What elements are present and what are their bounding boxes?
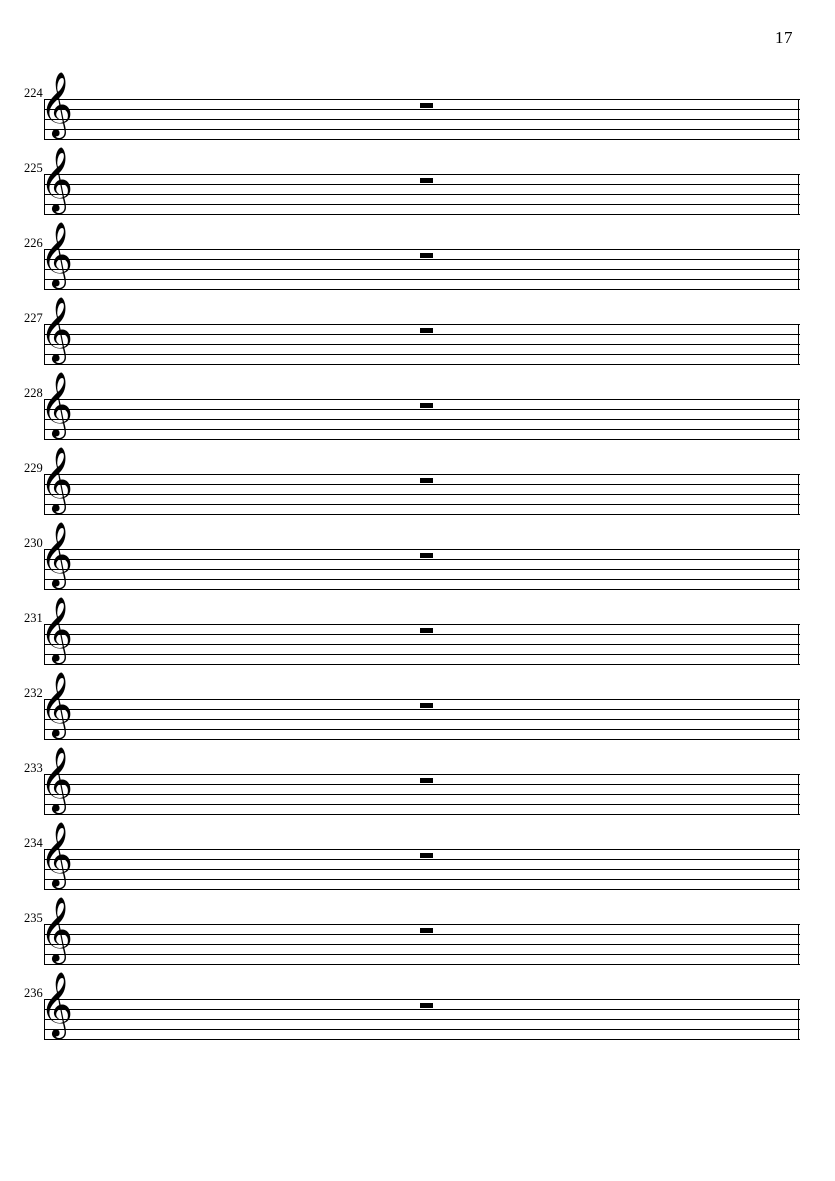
staff-system xyxy=(0,597,835,686)
staff-line xyxy=(44,289,800,290)
staff-line xyxy=(44,279,800,280)
staff-line xyxy=(44,429,800,430)
measure-number: 227 xyxy=(24,311,43,325)
staff-line xyxy=(44,504,800,505)
staff-line xyxy=(44,334,800,335)
staff-line xyxy=(44,559,800,560)
treble-clef-icon: 𝄞 xyxy=(40,447,74,512)
treble-clef-icon: 𝄞 xyxy=(40,672,74,737)
staff-system xyxy=(0,147,835,236)
staff-line xyxy=(44,774,800,775)
whole-rest-icon xyxy=(420,778,433,783)
staff-line xyxy=(44,99,800,100)
barline-end xyxy=(798,399,799,440)
staff-system xyxy=(0,972,835,1061)
staff-line xyxy=(44,514,800,515)
whole-rest-icon xyxy=(420,103,433,108)
staff-line xyxy=(44,1019,800,1020)
treble-clef-icon: 𝄞 xyxy=(40,822,74,887)
staff-line xyxy=(44,1039,800,1040)
whole-rest-icon xyxy=(420,403,433,408)
measure-number: 236 xyxy=(24,986,43,1000)
staff-line xyxy=(44,644,800,645)
staff-line xyxy=(44,439,800,440)
staff-line xyxy=(44,324,800,325)
staff-line xyxy=(44,999,800,1000)
barline-end xyxy=(798,699,799,740)
staff-line xyxy=(44,119,800,120)
staff-line xyxy=(44,719,800,720)
staff-line xyxy=(44,129,800,130)
staff-line xyxy=(44,889,800,890)
barline-end xyxy=(798,249,799,290)
barline-end xyxy=(798,999,799,1040)
treble-clef-icon: 𝄞 xyxy=(40,747,74,812)
staff-line xyxy=(44,174,800,175)
staff-line xyxy=(44,729,800,730)
staff-system xyxy=(0,822,835,911)
barline-end xyxy=(798,324,799,365)
measure-number: 225 xyxy=(24,161,43,175)
measure-number: 234 xyxy=(24,836,43,850)
staff-line xyxy=(44,109,800,110)
whole-rest-icon xyxy=(420,853,433,858)
measure-number: 232 xyxy=(24,686,43,700)
treble-clef-icon: 𝄞 xyxy=(40,597,74,662)
staff-system xyxy=(0,672,835,761)
staff-line xyxy=(44,944,800,945)
staff-line xyxy=(44,934,800,935)
staff-line xyxy=(44,634,800,635)
staff-line xyxy=(44,924,800,925)
staff-line xyxy=(44,664,800,665)
staff-line xyxy=(44,569,800,570)
staff-line xyxy=(44,814,800,815)
staff-line xyxy=(44,784,800,785)
staff-line xyxy=(44,474,800,475)
staff-system xyxy=(0,522,835,611)
staff-system xyxy=(0,72,835,161)
staff-system xyxy=(0,447,835,536)
staff-line xyxy=(44,1009,800,1010)
measure-number: 224 xyxy=(24,86,43,100)
staff-line xyxy=(44,549,800,550)
staff-line xyxy=(44,859,800,860)
treble-clef-icon: 𝄞 xyxy=(40,522,74,587)
whole-rest-icon xyxy=(420,928,433,933)
staff-line xyxy=(44,699,800,700)
barline-end xyxy=(798,774,799,815)
whole-rest-icon xyxy=(420,328,433,333)
staff-line xyxy=(44,964,800,965)
barline-end xyxy=(798,99,799,140)
staff-line xyxy=(44,879,800,880)
whole-rest-icon xyxy=(420,178,433,183)
barline-end xyxy=(798,174,799,215)
staff-line xyxy=(44,484,800,485)
staff-line xyxy=(44,804,800,805)
treble-clef-icon: 𝄞 xyxy=(40,372,74,437)
treble-clef-icon: 𝄞 xyxy=(40,972,74,1037)
staff-line xyxy=(44,399,800,400)
page-number: 17 xyxy=(775,28,793,47)
whole-rest-icon xyxy=(420,553,433,558)
measure-number: 233 xyxy=(24,761,43,775)
whole-rest-icon xyxy=(420,253,433,258)
staff-system xyxy=(0,222,835,311)
staff-system xyxy=(0,897,835,986)
staff-line xyxy=(44,709,800,710)
staff-line xyxy=(44,184,800,185)
staff-line xyxy=(44,869,800,870)
staff-line xyxy=(44,249,800,250)
staff-line xyxy=(44,589,800,590)
staff-line xyxy=(44,204,800,205)
treble-clef-icon: 𝄞 xyxy=(40,297,74,362)
treble-clef-icon: 𝄞 xyxy=(40,72,74,137)
staff-line xyxy=(44,194,800,195)
system-list xyxy=(0,72,835,1061)
staff-line xyxy=(44,354,800,355)
barline-end xyxy=(798,849,799,890)
measure-number: 228 xyxy=(24,386,43,400)
staff-line xyxy=(44,364,800,365)
staff-line xyxy=(44,494,800,495)
staff-line xyxy=(44,139,800,140)
treble-clef-icon: 𝄞 xyxy=(40,222,74,287)
staff-system xyxy=(0,297,835,386)
measure-number: 226 xyxy=(24,236,43,250)
staff-line xyxy=(44,1029,800,1030)
staff-line xyxy=(44,654,800,655)
measure-number: 235 xyxy=(24,911,43,925)
staff-line xyxy=(44,579,800,580)
treble-clef-icon: 𝄞 xyxy=(40,897,74,962)
treble-clef-icon: 𝄞 xyxy=(40,147,74,212)
staff-line xyxy=(44,794,800,795)
staff-line xyxy=(44,419,800,420)
whole-rest-icon xyxy=(420,478,433,483)
staff-line xyxy=(44,259,800,260)
staff-line xyxy=(44,849,800,850)
staff-line xyxy=(44,954,800,955)
staff-line xyxy=(44,409,800,410)
staff-system xyxy=(0,372,835,461)
whole-rest-icon xyxy=(420,628,433,633)
whole-rest-icon xyxy=(420,703,433,708)
staff-line xyxy=(44,344,800,345)
measure-number: 230 xyxy=(24,536,43,550)
barline-end xyxy=(798,924,799,965)
staff-line xyxy=(44,269,800,270)
staff-line xyxy=(44,624,800,625)
measure-number: 231 xyxy=(24,611,43,625)
staff-line xyxy=(44,214,800,215)
barline-end xyxy=(798,549,799,590)
staff-system xyxy=(0,747,835,836)
whole-rest-icon xyxy=(420,1003,433,1008)
barline-end xyxy=(798,474,799,515)
barline-end xyxy=(798,624,799,665)
staff-line xyxy=(44,739,800,740)
measure-number: 229 xyxy=(24,461,43,475)
